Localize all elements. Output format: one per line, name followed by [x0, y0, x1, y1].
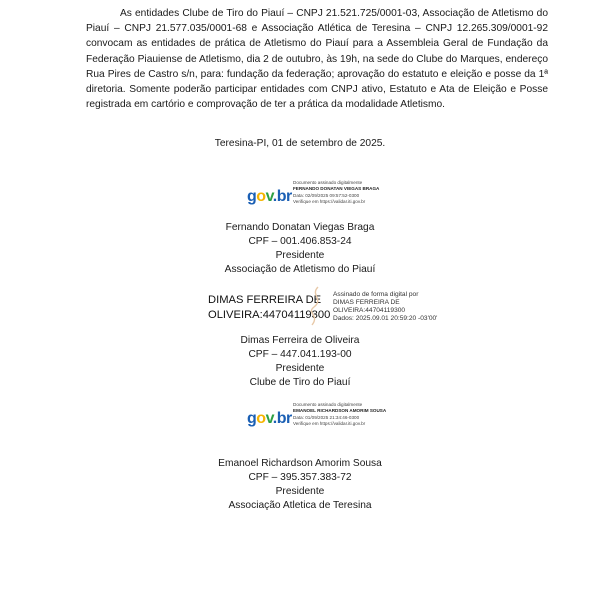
signer-entity: Associação Atletica de Teresina	[228, 500, 372, 511]
govbr-stamp-text: Documento assinado digitalmente EMANOEL RICHARDSON AMORIM SOUSA Data: 01/09/2025 21:34:46-0300 Verifique em https://validar.iti.gov.br	[293, 402, 387, 426]
signature-block-fernando	[0, 221, 600, 277]
signer-cpf: CPF – 447.041.193-00	[248, 349, 352, 360]
govbr-signature-stamp	[247, 402, 417, 436]
signer-name: Fernando Donatan Viegas Braga	[225, 222, 375, 233]
signature-block-dimas	[0, 334, 600, 390]
digital-signature-name: DIMAS FERREIRA DE OLIVEIRA:44704119300	[208, 294, 331, 321]
signer-role: Presidente	[275, 250, 325, 261]
signer-entity: Associação de Atletismo do Piauí	[224, 264, 376, 275]
place-date: Teresina-PI, 01 de setembro de 2025.	[214, 138, 386, 149]
signature-scribble-icon	[300, 285, 330, 327]
govbr-stamp-text: Documento assinado digitalmente FERNANDO DONATAN VIEGAS BRAGA Data: 02/09/2025 09:57:52-0300 Verifique em https://validar.iti.gov.br	[293, 180, 380, 204]
signer-name: Emanoel Richardson Amorim Sousa	[218, 458, 382, 469]
govbr-signature-stamp	[247, 180, 407, 214]
govbr-logo: gov.br	[247, 188, 292, 205]
signer-cpf: CPF – 395.357.383-72	[248, 472, 352, 483]
signature-block-emanoel	[0, 457, 600, 513]
digital-signature-details: Assinado de forma digital por DIMAS FERREIRA DE OLIVEIRA:44704119300 Dados: 2025.09.01 20:59:20 -03'00'	[333, 291, 438, 322]
verify-link[interactable]: Verifique em https://validar.iti.gov.br	[293, 420, 366, 426]
signer-cpf: CPF – 001.406.853-24	[248, 236, 352, 247]
govbr-logo: gov.br	[247, 410, 292, 427]
signer-name: Dimas Ferreira de Oliveira	[240, 335, 360, 346]
signer-role: Presidente	[275, 486, 325, 497]
signer-entity: Clube de Tiro do Piauí	[249, 377, 351, 388]
verify-link[interactable]: Verifique em https://validar.iti.gov.br	[293, 198, 366, 204]
signer-role: Presidente	[275, 363, 325, 374]
convocation-paragraph: As entidades Clube de Tiro do Piauí – CNPJ 21.521.725/0001-03, Associação de Atletismo do Piauí – CNPJ 21.577.035/0001-68 e Associação Atlética de Teresina – CNPJ 12.265.309/0001-92 convocam as entidades de prática de Atletismo do Piauí para a Assembleia Geral de Fundação da Federação Piauiense de Atletismo, dia 2 de outubro, às 19h, na sede do Clube do Marques, endereço Rua Pires de Castro s/n, para: fundação da federação; aprovação do estatuto e eleição e posse da 1ª diretoria. Somente poderão participar entidades com CNPJ ativo, Estatuto e Ata de Eleição e Posse registrada em cartório e comprovação de ter a prática da modalidade Atletismo.	[86, 8, 548, 111]
